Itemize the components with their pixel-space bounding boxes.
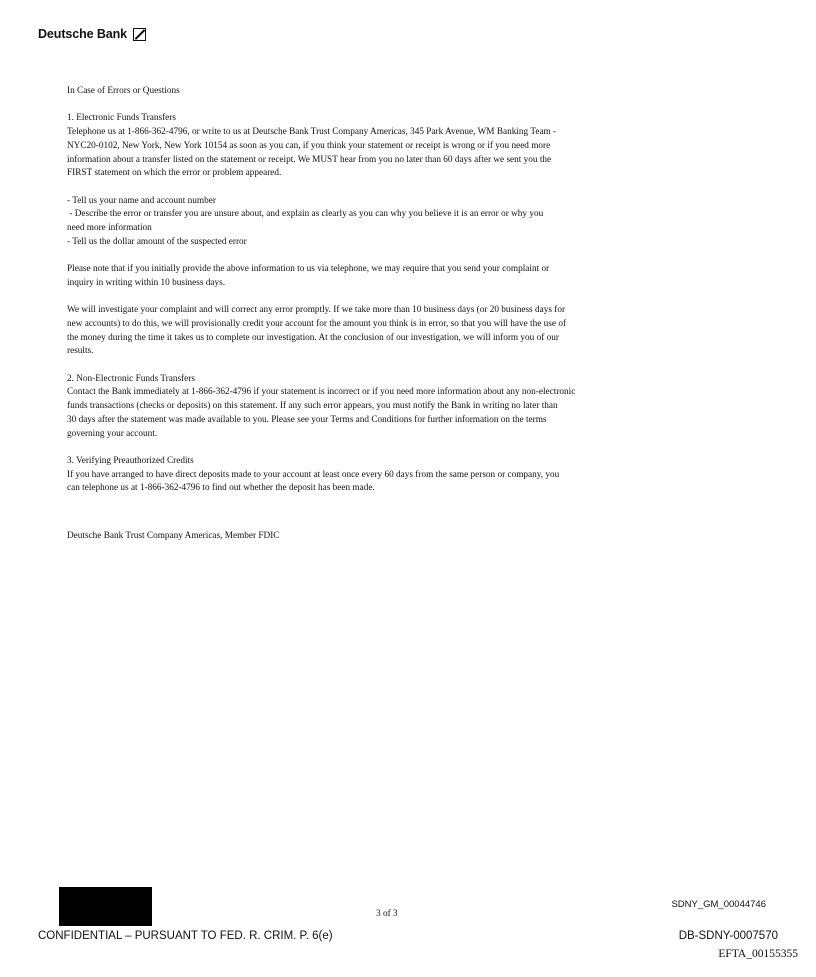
paragraph-line: NYC20-0102, New York, New York 10154 as soon as you can, if you think your statement or receipt is wrong or if you need more [67,140,551,151]
list-item: need more information [67,223,152,233]
required-info-list [67,195,637,250]
list-item: - Tell us your name and account number [67,195,216,206]
paragraph-line: funds transactions (checks or deposits) on this statement. If any such error appears, you must notify the Bank in writing no later than [67,401,558,412]
section-electronic-transfers [67,112,637,181]
bates-number-sdny: SDNY_GM_00044746 [671,899,766,910]
document-body [67,85,637,543]
section-heading: 2. Non-Electronic Funds Transfers [67,373,195,384]
member-fdic-line: Deutsche Bank Trust Company Americas, Member FDIC [67,530,280,541]
list-item: - Tell us the dollar amount of the suspected error [67,236,247,247]
section-heading: 1. Electronic Funds Transfers [67,113,176,124]
section-heading: 3. Verifying Preauthorized Credits [67,455,194,466]
investigation-paragraph [67,304,637,359]
paragraph-line: We will investigate your complaint and will correct any error promptly. If we take more than 10 business days (or 20 business days for [67,305,566,316]
paragraph-line: Telephone us at 1-866-362-4796, or write to us at Deutsche Bank Trust Company Americas, 345 Park Avenue, WM Banking Team - [67,127,557,138]
redaction-box [59,887,152,926]
efta-number: EFTA_00155355 [718,948,798,960]
paragraph-line: the money during the time it takes us to complete our investigation. At the conclusion of our investigation, we will inform you of our [67,332,559,343]
deutsche-bank-slash-icon [133,28,146,41]
confidential-notice: CONFIDENTIAL – PURSUANT TO FED. R. CRIM. P. 6(e) [38,930,333,942]
page-number: 3 of 3 [376,909,398,919]
paragraph-line: new accounts) to do this, we will provisionally credit your account for the amount you think is in error, so that you will have the use of [67,318,567,329]
document-title: In Case of Errors or Questions [67,86,180,96]
bank-name: Deutsche Bank [38,27,128,41]
paragraph-line: information about a transfer listed on the statement or receipt. We MUST hear from you no later than 60 days after we sent you the [67,154,552,165]
paragraph-line: can telephone us at 1-866-362-4796 to find out whether the deposit has been made. [67,483,375,494]
paragraph-line: 30 days after the statement was made available to you. Please see your Terms and Conditions for further information on the terms [67,414,547,425]
paragraph-line: Contact the Bank immediately at 1-866-362-4796 if your statement is incorrect or if you need more information about any non-electronic [67,387,576,398]
paragraph-line: governing your account. [67,428,158,439]
bates-number-db: DB-SDNY-0007570 [678,930,778,942]
telephone-note [67,263,637,290]
section-preauthorized-credits [67,455,637,496]
paragraph-line: If you have arranged to have direct deposits made to your account at least once every 60 days from the same person or company, you [67,469,560,480]
paragraph-line: FIRST statement on which the error or problem appeared. [67,168,282,179]
paragraph-line: inquiry in writing within 10 business days. [67,277,226,288]
list-item: - Describe the error or transfer you are unsure about, and explain as clearly as you can why you believe it is an error or why you [67,209,544,220]
paragraph-line: results. [67,346,94,357]
deutsche-bank-logo [38,27,146,41]
section-non-electronic-transfers [67,373,637,442]
paragraph-line: Please note that if you initially provide the above information to us via telephone, we may require that you send your complaint or [67,264,550,275]
